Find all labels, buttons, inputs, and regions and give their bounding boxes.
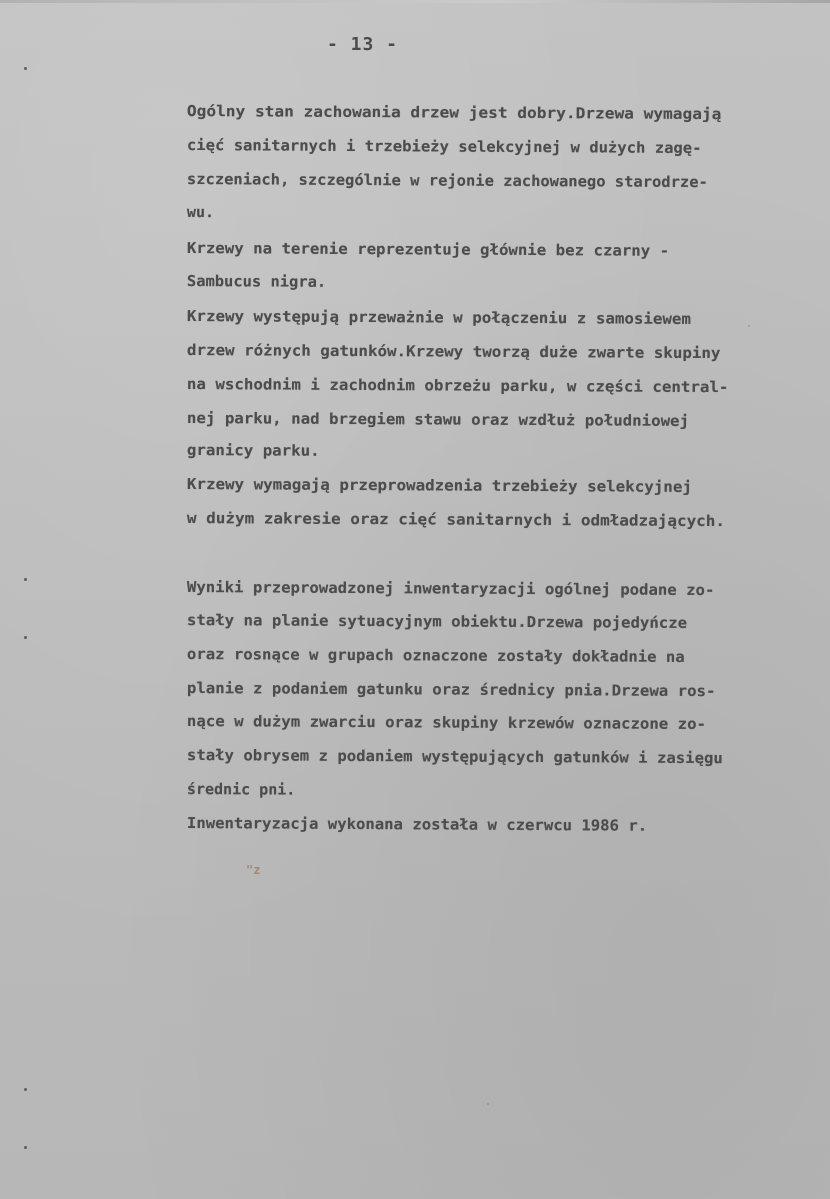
margin-mark — [24, 1146, 27, 1149]
margin-mark — [24, 636, 27, 639]
text-line: planie z podaniem gatunku oraz średnicy pnia.Drzewa ros- — [186, 679, 716, 701]
text-line: Sambucus nigra. — [186, 272, 327, 291]
margin-mark — [24, 67, 27, 70]
margin-mark — [24, 1088, 27, 1091]
text-line: szczeniach, szczególnie w rejonie zachowanego starodrze- — [186, 170, 708, 192]
text-line: granicy parku. — [186, 441, 320, 460]
page-top-edge — [0, 0, 830, 3]
text-line: w dużym zakresie oraz cięć sanitarnych i odmładzających. — [186, 509, 726, 531]
text-line: Krzewy wymagają przeprowadzenia trzebieży selekcyjnej — [186, 475, 692, 496]
text-line: drzew różnych gatunków.Krzewy tworzą duże zwarte skupiny — [186, 341, 721, 363]
text-line: cięć sanitarnych i trzebieży selekcyjnej w dużych zagę- — [186, 136, 702, 158]
paper-speck — [748, 325, 750, 327]
page-number: - 13 - — [327, 34, 399, 55]
text-line: oraz rosnące w grupach oznaczone zostały dokładnie na — [186, 645, 685, 666]
text-line: stały na planie sytuacyjnym obiektu.Drzewa pojedyńcze — [186, 611, 688, 632]
paper-speck — [487, 1103, 489, 1105]
text-line: wu. — [186, 203, 215, 222]
text-line: stały obrysem z podaniem występujących gatunków i zasięgu — [186, 746, 723, 768]
text-line: średnic pni. — [186, 780, 296, 799]
stray-mark: "z — [246, 863, 261, 877]
text-line: Wyniki przeprowadzonej inwentaryzacji ogólnej podane zo- — [186, 578, 715, 600]
text-line: na wschodnim i zachodnim obrzeżu parku, w części central- — [186, 375, 729, 397]
text-line: nej parku, nad brzegiem stawu oraz wzdłuż południowej — [186, 409, 690, 430]
margin-mark — [24, 578, 27, 581]
text-line: nące w dużym zwarciu oraz skupiny krzewów oznaczone zo- — [186, 712, 707, 734]
text-line: Krzewy występują przeważnie w połączeniu z samosiewem — [186, 307, 692, 328]
text-line: Inwentaryzacja wykonana została w czerwcu 1986 r. — [186, 814, 648, 835]
text-line: Krzewy na terenie reprezentuje głównie bez czarny - — [186, 239, 670, 260]
text-line: Ogólny stan zachowania drzew jest dobry.Drzewa wymagają — [186, 102, 722, 124]
